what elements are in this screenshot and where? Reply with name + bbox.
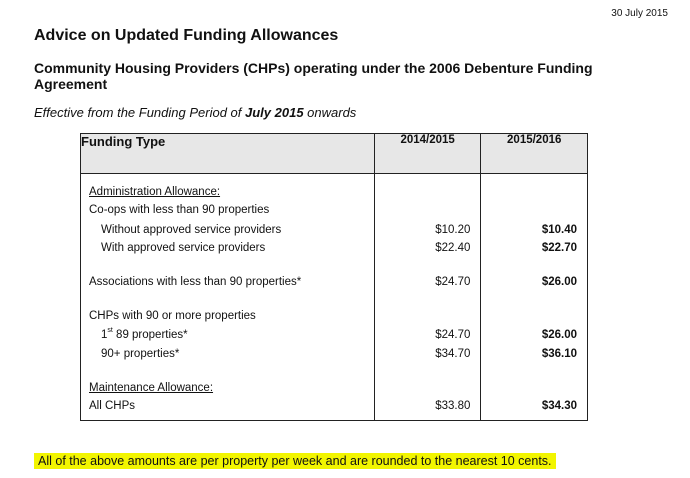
values-2015-2016-cell	[481, 174, 588, 421]
table-header-row	[81, 134, 588, 174]
without-2014: $10.20	[435, 224, 471, 236]
all-chps-label: All CHPs	[89, 400, 136, 412]
allchps-2014: $33.80	[435, 400, 471, 412]
first89-2014: $24.70	[435, 329, 471, 341]
rounding-note: All of the above amounts are per property per week and are rounded to the nearest 10 cents.	[34, 453, 556, 469]
assoc-2014: $24.70	[435, 276, 471, 288]
funding-type-cell	[81, 174, 375, 421]
plus90-2015: $36.10	[541, 348, 577, 360]
with-2015: $22.70	[541, 242, 577, 254]
without-2015: $10.40	[541, 224, 577, 236]
table-body-row	[81, 174, 588, 421]
first-89-superscript: st	[107, 327, 113, 334]
effective-period	[34, 105, 356, 120]
funding-table	[80, 133, 588, 421]
allchps-2015: $34.30	[541, 400, 577, 412]
coops-label: Co-ops with less than 90 properties	[89, 204, 270, 216]
with-2014: $22.40	[435, 242, 471, 254]
first-89-number: 1	[101, 329, 108, 341]
header-funding-type: Funding Type	[81, 134, 375, 174]
effective-period-value: July 2015	[245, 105, 304, 120]
header-2014-2015: 2014/2015	[374, 134, 481, 174]
effective-suffix: onwards	[303, 105, 357, 120]
page-subtitle: Community Housing Providers (CHPs) operating under the 2006 Debenture Funding Agreement	[34, 60, 593, 92]
without-providers-label: Without approved service providers	[101, 224, 282, 236]
assoc-2015: $26.00	[541, 276, 577, 288]
plus-90-label: 90+ properties*	[101, 348, 180, 360]
plus90-2014: $34.70	[435, 348, 471, 360]
maintenance-allowance-heading: Maintenance Allowance:	[89, 382, 214, 394]
header-2015-2016: 2015/2016	[481, 134, 588, 174]
chps-90-label: CHPs with 90 or more properties	[89, 310, 256, 322]
values-2014-2015-cell	[374, 174, 481, 421]
effective-prefix: Effective from the Funding Period of	[34, 105, 245, 120]
page-title: Advice on Updated Funding Allowances	[34, 27, 339, 44]
first-89-label	[101, 329, 188, 341]
first89-2015: $26.00	[541, 329, 577, 341]
document-date: 30 July 2015	[611, 8, 668, 19]
associations-label: Associations with less than 90 properties*	[89, 276, 302, 288]
with-providers-label: With approved service providers	[101, 242, 266, 254]
first-89-text: 89 properties*	[112, 329, 188, 341]
admin-allowance-heading: Administration Allowance:	[89, 186, 221, 198]
